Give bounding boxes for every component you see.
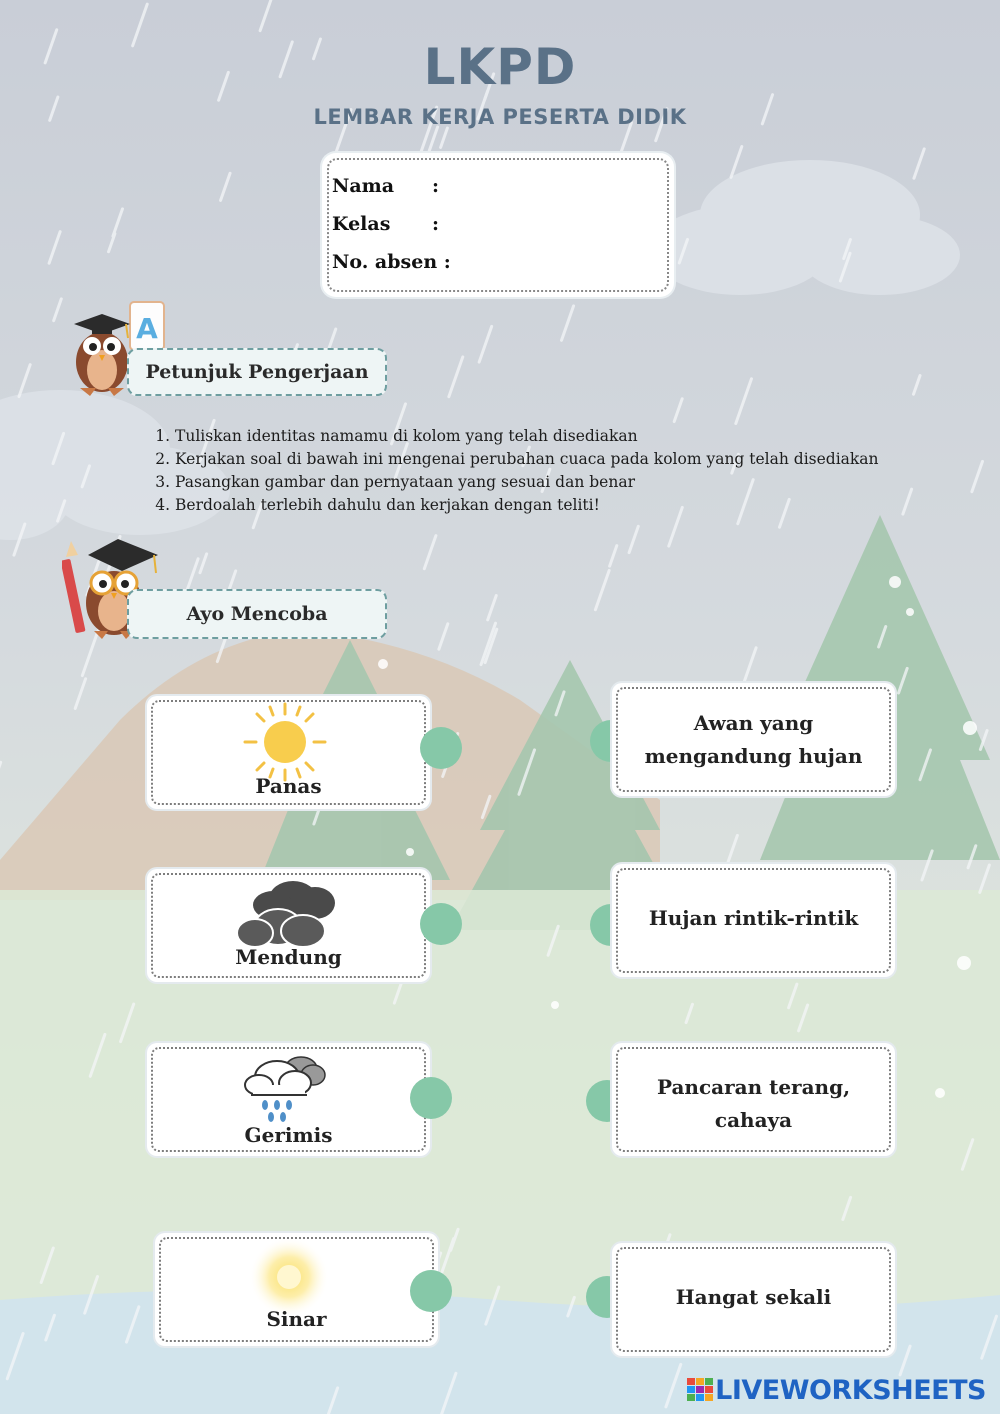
match-card-right[interactable]	[612, 683, 895, 796]
page-title: LKPD	[423, 38, 577, 96]
page-subtitle: LEMBAR KERJA PESERTA DIDIK	[313, 105, 687, 129]
identity-field-absen[interactable]	[332, 251, 451, 273]
instructions-list	[155, 425, 898, 517]
glowing-sun-icon	[241, 1237, 337, 1317]
identity-field-label: Kelas	[332, 213, 391, 235]
identity-field-label: Nama	[332, 175, 395, 197]
match-dot-left[interactable]	[420, 727, 462, 769]
card-label: Panas	[255, 774, 322, 798]
instruction-item: 3. Pasangkan gambar dan pernyataan yang sesuai dan benar	[175, 471, 898, 494]
identity-box	[322, 153, 674, 297]
identity-field-name[interactable]	[332, 175, 439, 197]
card-text: Pancaran terang, cahaya	[656, 1075, 851, 1132]
match-dot-left[interactable]	[410, 1270, 452, 1312]
identity-field-label: No. absen	[332, 251, 438, 273]
identity-field-colon: :	[443, 251, 451, 273]
match-card-right[interactable]	[612, 1243, 895, 1356]
identity-field-class[interactable]	[332, 213, 439, 235]
instruction-item: 1. Tuliskan identitas namamu di kolom yang telah disediakan	[175, 425, 898, 448]
section-instructions-title: Petunjuk Pengerjaan	[127, 348, 387, 396]
card-text: Hangat sekali	[675, 1285, 832, 1309]
liveworksheets-brand[interactable]	[687, 1375, 986, 1406]
dark-cloud-icon	[233, 875, 343, 951]
instruction-item: 2. Kerjakan soal di bawah ini mengenai perubahan cuaca pada kolom yang telah disediakan	[175, 448, 898, 471]
card-label: Mendung	[235, 945, 342, 969]
match-dot-left[interactable]	[410, 1077, 452, 1119]
card-label: Gerimis	[244, 1123, 333, 1147]
match-card-right[interactable]	[612, 1043, 895, 1156]
sun-icon	[240, 702, 330, 782]
match-card-left[interactable]	[147, 869, 430, 982]
card-label: Sinar	[266, 1307, 327, 1331]
identity-field-colon: :	[432, 175, 440, 197]
liveworksheets-logo-icon	[687, 1378, 713, 1402]
match-card-right[interactable]	[612, 864, 895, 977]
identity-field-colon: :	[432, 213, 440, 235]
match-dot-left[interactable]	[420, 903, 462, 945]
match-card-left[interactable]	[155, 1233, 438, 1346]
drizzle-cloud-icon	[243, 1051, 327, 1123]
card-text: Awan yang mengandung hujan	[644, 711, 863, 768]
brand-text: LIVEWORKSHEETS	[715, 1375, 986, 1406]
match-card-left[interactable]	[147, 696, 430, 809]
svg-text:A: A	[136, 312, 158, 345]
instruction-item: 4. Berdoalah terlebih dahulu dan kerjakan dengan teliti!	[175, 494, 898, 517]
match-card-left[interactable]	[147, 1043, 430, 1156]
card-text: Hujan rintik-rintik	[648, 906, 859, 930]
section-practice-title: Ayo Mencoba	[127, 589, 387, 639]
